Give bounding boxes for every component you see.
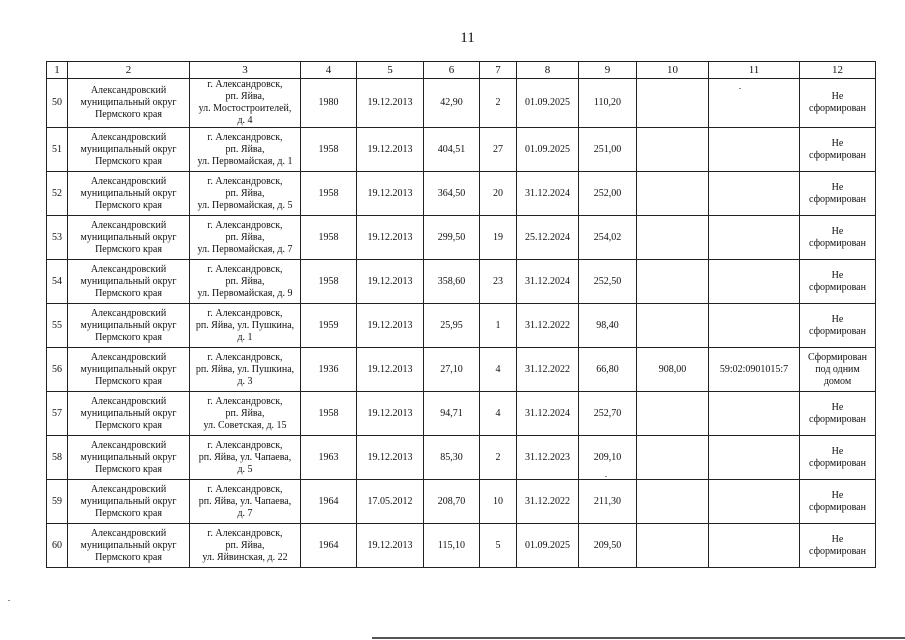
cell-cadastral-number xyxy=(709,172,800,216)
cell-line: рп. Яйва, xyxy=(225,187,265,199)
cell-line: Пермского края xyxy=(95,155,162,167)
registry-table xyxy=(46,61,876,568)
cell-status xyxy=(800,216,876,260)
cell-line: муниципальный округ xyxy=(80,231,177,243)
cell-line: Александровский xyxy=(90,527,167,539)
cell-date2: 31.12.2024 xyxy=(517,392,579,436)
cell-area: 25,95 xyxy=(424,304,480,348)
cell-line: муниципальный округ xyxy=(80,319,177,331)
cell-line: г. Александровск, xyxy=(207,439,283,451)
cell-line: г. Александровск, xyxy=(207,263,283,275)
cell-line: Пермского края xyxy=(95,551,162,563)
cell-row-number: 54 xyxy=(47,260,68,304)
cell-year: 1958 xyxy=(301,392,357,436)
cell-land-area xyxy=(637,216,709,260)
cell-line: сформирован xyxy=(809,325,866,337)
column-header: 5 xyxy=(357,62,424,79)
cell-row-number: 60 xyxy=(47,524,68,568)
cell-line: сформирован xyxy=(809,149,866,161)
cell-line: Пермского края xyxy=(95,109,162,120)
table-row xyxy=(47,79,876,128)
cell-row-number: 58 xyxy=(47,436,68,480)
cell-area: 404,51 xyxy=(424,128,480,172)
cell-status xyxy=(800,392,876,436)
column-header: 8 xyxy=(517,62,579,79)
cell-line: сформирован xyxy=(809,281,866,293)
cell-land-area: 908,00 xyxy=(637,348,709,392)
cell-row-number: 52 xyxy=(47,172,68,216)
cell-line: рп. Яйва, xyxy=(225,539,265,551)
cell-status xyxy=(800,436,876,480)
cell-year: 1963 xyxy=(301,436,357,480)
cell-line: сформирован xyxy=(809,457,866,469)
cell-line: Не xyxy=(831,137,844,149)
cell-line: Пермского края xyxy=(95,199,162,211)
cell-line: Александровский xyxy=(90,85,167,96)
cell-line: ул. Первомайская, д. 1 xyxy=(197,155,293,167)
cell-value: 252,00 xyxy=(579,172,637,216)
cell-count: 27 xyxy=(480,128,517,172)
cell-line: муниципальный округ xyxy=(80,143,177,155)
table-row xyxy=(47,524,876,568)
cell-line: рп. Яйва, ул. Чапаева, xyxy=(198,495,292,507)
cell-line: Пермского края xyxy=(95,287,162,299)
cell-line: муниципальный округ xyxy=(80,451,177,463)
cell-count: 5 xyxy=(480,524,517,568)
cell-year: 1964 xyxy=(301,480,357,524)
cell-line: Александровский xyxy=(90,175,167,187)
table-row xyxy=(47,480,876,524)
cell-line: Не xyxy=(831,269,844,281)
cell-cadastral-number xyxy=(709,128,800,172)
cell-land-area xyxy=(637,480,709,524)
cell-year: 1980 xyxy=(301,79,357,128)
cell-line: рп. Яйва, ул. Пушкина, xyxy=(195,363,295,375)
cell-count: 4 xyxy=(480,392,517,436)
cell-line: г. Александровск, xyxy=(207,395,283,407)
cell-date: 19.12.2013 xyxy=(357,216,424,260)
cell-date: 19.12.2013 xyxy=(357,128,424,172)
cell-cadastral-number xyxy=(709,304,800,348)
cell-land-area xyxy=(637,79,709,128)
column-header: 4 xyxy=(301,62,357,79)
cell-count: 1 xyxy=(480,304,517,348)
cell-line: под одним xyxy=(815,363,860,375)
cell-line: муниципальный округ xyxy=(80,97,177,108)
cell-date: 19.12.2013 xyxy=(357,172,424,216)
cell-area: 42,90 xyxy=(424,79,480,128)
cell-count: 23 xyxy=(480,260,517,304)
cell-status xyxy=(800,172,876,216)
cell-line: Сформирован xyxy=(807,351,868,363)
cell-count: 4 xyxy=(480,348,517,392)
cell-value: 252,50 xyxy=(579,260,637,304)
scan-artifact-line xyxy=(372,637,905,639)
cell-date2: 31.12.2024 xyxy=(517,260,579,304)
cell-municipality xyxy=(68,216,190,260)
cell-line: г. Александровск, xyxy=(207,351,283,363)
cell-cadastral-number xyxy=(709,480,800,524)
cell-line: Пермского края xyxy=(95,243,162,255)
cell-cadastral-number: 59:02:0901015:7 xyxy=(709,348,800,392)
cell-line: рп. Яйва, xyxy=(225,231,265,243)
cell-line: Пермского края xyxy=(95,463,162,475)
cell-line: Не xyxy=(831,225,844,237)
column-header: 9 xyxy=(579,62,637,79)
cell-line: г. Александровск, xyxy=(207,527,283,539)
cell-date2: 01.09.2025 xyxy=(517,79,579,128)
cell-value: 251,00 xyxy=(579,128,637,172)
cell-area: 299,50 xyxy=(424,216,480,260)
cell-line: рп. Яйва, xyxy=(225,407,265,419)
cell-date2: 31.12.2023 xyxy=(517,436,579,480)
column-header: 10 xyxy=(637,62,709,79)
cell-line: Александровский xyxy=(90,483,167,495)
cell-line: домом xyxy=(823,375,852,387)
table-body xyxy=(47,79,876,568)
cell-line: Александровский xyxy=(90,395,167,407)
cell-line: сформирован xyxy=(809,103,866,114)
cell-row-number: 50 xyxy=(47,79,68,128)
cell-line: Не xyxy=(831,489,844,501)
table-row xyxy=(47,348,876,392)
cell-year: 1959 xyxy=(301,304,357,348)
cell-status xyxy=(800,260,876,304)
cell-line: ул. Яйвинская, д. 22 xyxy=(202,551,288,563)
cell-line: рп. Яйва, xyxy=(225,91,265,102)
cell-address xyxy=(190,216,301,260)
cell-municipality xyxy=(68,348,190,392)
cell-value: 98,40 xyxy=(579,304,637,348)
column-header: 3 xyxy=(190,62,301,79)
cell-row-number: 56 xyxy=(47,348,68,392)
cell-count: 10 xyxy=(480,480,517,524)
cell-line: рп. Яйва, xyxy=(225,143,265,155)
table-row xyxy=(47,304,876,348)
cell-line: сформирован xyxy=(809,413,866,425)
cell-land-area xyxy=(637,392,709,436)
cell-land-area xyxy=(637,304,709,348)
cell-line: рп. Яйва, ул. Пушкина, xyxy=(195,319,295,331)
cell-line: сформирован xyxy=(809,545,866,557)
cell-date2: 25.12.2024 xyxy=(517,216,579,260)
cell-address xyxy=(190,79,301,128)
cell-line: Не xyxy=(831,181,844,193)
cell-year: 1958 xyxy=(301,260,357,304)
cell-municipality xyxy=(68,480,190,524)
table-row xyxy=(47,216,876,260)
cell-count: 19 xyxy=(480,216,517,260)
cell-address xyxy=(190,172,301,216)
cell-line: рп. Яйва, xyxy=(225,275,265,287)
cell-address xyxy=(190,348,301,392)
cell-area: 208,70 xyxy=(424,480,480,524)
scan-artifact-dot xyxy=(605,476,607,477)
table-row xyxy=(47,260,876,304)
cell-address xyxy=(190,524,301,568)
cell-municipality xyxy=(68,392,190,436)
cell-line: муниципальный округ xyxy=(80,275,177,287)
cell-address xyxy=(190,260,301,304)
cell-address xyxy=(190,304,301,348)
cell-count: 2 xyxy=(480,436,517,480)
cell-date: 19.12.2013 xyxy=(357,260,424,304)
cell-line: муниципальный округ xyxy=(80,495,177,507)
cell-date2: 01.09.2025 xyxy=(517,128,579,172)
cell-status xyxy=(800,348,876,392)
cell-line: ул. Советская, д. 15 xyxy=(203,419,287,431)
cell-value: 252,70 xyxy=(579,392,637,436)
cell-municipality xyxy=(68,260,190,304)
cell-line: сформирован xyxy=(809,237,866,249)
cell-area: 94,71 xyxy=(424,392,480,436)
cell-line: ул. Первомайская, д. 5 xyxy=(197,199,293,211)
cell-date: 19.12.2013 xyxy=(357,304,424,348)
cell-count: 2 xyxy=(480,79,517,128)
cell-area: 115,10 xyxy=(424,524,480,568)
cell-line: Не xyxy=(831,401,844,413)
cell-land-area xyxy=(637,128,709,172)
cell-line: д. 5 xyxy=(237,463,253,475)
cell-row-number: 53 xyxy=(47,216,68,260)
cell-area: 358,60 xyxy=(424,260,480,304)
cell-line: муниципальный округ xyxy=(80,363,177,375)
cell-cadastral-number xyxy=(709,524,800,568)
cell-date2: 31.12.2022 xyxy=(517,480,579,524)
cell-line: Не xyxy=(831,445,844,457)
cell-line: д. 3 xyxy=(237,375,253,387)
cell-municipality xyxy=(68,172,190,216)
column-header: 12 xyxy=(800,62,876,79)
cell-address xyxy=(190,480,301,524)
cell-cadastral-number xyxy=(709,436,800,480)
cell-municipality xyxy=(68,524,190,568)
table-row xyxy=(47,172,876,216)
scan-artifact-dot xyxy=(739,88,741,89)
cell-line: Не xyxy=(831,91,844,102)
cell-year: 1936 xyxy=(301,348,357,392)
cell-line: г. Александровск, xyxy=(207,131,283,143)
cell-row-number: 55 xyxy=(47,304,68,348)
cell-line: муниципальный округ xyxy=(80,407,177,419)
cell-municipality xyxy=(68,304,190,348)
cell-line: рп. Яйва, ул. Чапаева, xyxy=(198,451,292,463)
cell-value: 66,80 xyxy=(579,348,637,392)
column-header: 2 xyxy=(68,62,190,79)
cell-line: Пермского края xyxy=(95,419,162,431)
cell-line: Не xyxy=(831,533,844,545)
cell-status xyxy=(800,79,876,128)
cell-line: г. Александровск, xyxy=(207,175,283,187)
cell-line: ул. Мостостроителей, xyxy=(198,103,292,114)
cell-date2: 31.12.2024 xyxy=(517,172,579,216)
cell-land-area xyxy=(637,524,709,568)
cell-line: г. Александровск, xyxy=(207,219,283,231)
cell-line: ул. Первомайская, д. 7 xyxy=(197,243,293,255)
cell-count: 20 xyxy=(480,172,517,216)
cell-line: Пермского края xyxy=(95,507,162,519)
cell-line: г. Александровск, xyxy=(207,307,283,319)
cell-status xyxy=(800,524,876,568)
cell-area: 364,50 xyxy=(424,172,480,216)
cell-line: г. Александровск, xyxy=(207,483,283,495)
cell-area: 85,30 xyxy=(424,436,480,480)
cell-line: ул. Первомайская, д. 9 xyxy=(197,287,293,299)
cell-date: 19.12.2013 xyxy=(357,392,424,436)
cell-land-area xyxy=(637,436,709,480)
cell-year: 1958 xyxy=(301,216,357,260)
cell-year: 1958 xyxy=(301,128,357,172)
cell-area: 27,10 xyxy=(424,348,480,392)
cell-status xyxy=(800,304,876,348)
column-header: 6 xyxy=(424,62,480,79)
cell-cadastral-number xyxy=(709,216,800,260)
cell-address xyxy=(190,128,301,172)
cell-date: 19.12.2013 xyxy=(357,524,424,568)
cell-status xyxy=(800,128,876,172)
cell-value: 209,10 xyxy=(579,436,637,480)
cell-line: муниципальный округ xyxy=(80,187,177,199)
cell-value: 110,20 xyxy=(579,79,637,128)
cell-line: Александровский xyxy=(90,131,167,143)
cell-line: Пермского края xyxy=(95,331,162,343)
table-row xyxy=(47,392,876,436)
cell-line: Александровский xyxy=(90,439,167,451)
cell-municipality xyxy=(68,128,190,172)
scan-artifact-dot xyxy=(8,600,10,601)
cell-cadastral-number xyxy=(709,79,800,128)
column-header: 1 xyxy=(47,62,68,79)
cell-land-area xyxy=(637,260,709,304)
cell-cadastral-number xyxy=(709,260,800,304)
cell-line: д. 4 xyxy=(237,115,253,126)
cell-row-number: 59 xyxy=(47,480,68,524)
cell-date: 17.05.2012 xyxy=(357,480,424,524)
cell-date2: 31.12.2022 xyxy=(517,348,579,392)
cell-date: 19.12.2013 xyxy=(357,79,424,128)
cell-line: муниципальный округ xyxy=(80,539,177,551)
cell-address xyxy=(190,392,301,436)
cell-row-number: 57 xyxy=(47,392,68,436)
cell-line: Александровский xyxy=(90,307,167,319)
cell-line: Не xyxy=(831,313,844,325)
cell-line: д. 1 xyxy=(237,331,253,343)
cell-line: д. 7 xyxy=(237,507,253,519)
cell-municipality xyxy=(68,79,190,128)
cell-cadastral-number xyxy=(709,392,800,436)
cell-year: 1964 xyxy=(301,524,357,568)
cell-land-area xyxy=(637,172,709,216)
table-row xyxy=(47,436,876,480)
cell-row-number: 51 xyxy=(47,128,68,172)
cell-date2: 01.09.2025 xyxy=(517,524,579,568)
cell-line: сформирован xyxy=(809,193,866,205)
cell-line: Пермского края xyxy=(95,375,162,387)
cell-value: 209,50 xyxy=(579,524,637,568)
cell-line: Александровский xyxy=(90,263,167,275)
cell-year: 1958 xyxy=(301,172,357,216)
cell-line: Александровский xyxy=(90,219,167,231)
cell-line: сформирован xyxy=(809,501,866,513)
header-row xyxy=(47,62,876,79)
cell-date: 19.12.2013 xyxy=(357,436,424,480)
cell-line: г. Александровск, xyxy=(207,79,283,90)
cell-value: 211,30 xyxy=(579,480,637,524)
cell-municipality xyxy=(68,436,190,480)
page-number: 11 xyxy=(460,30,475,46)
cell-date: 19.12.2013 xyxy=(357,348,424,392)
column-header: 11 xyxy=(709,62,800,79)
cell-address xyxy=(190,436,301,480)
cell-status xyxy=(800,480,876,524)
cell-value: 254,02 xyxy=(579,216,637,260)
cell-line: Александровский xyxy=(90,351,167,363)
cell-date2: 31.12.2022 xyxy=(517,304,579,348)
table-row xyxy=(47,128,876,172)
column-header: 7 xyxy=(480,62,517,79)
